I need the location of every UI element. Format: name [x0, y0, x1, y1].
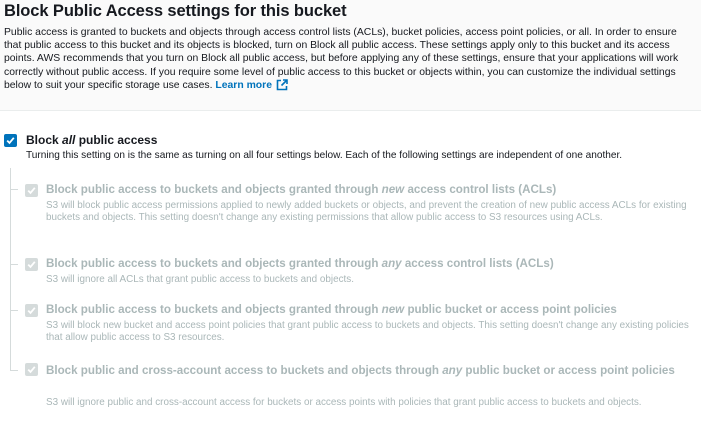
setting-label-any-policies[interactable] [46, 362, 686, 379]
setting-label-emphasis: new [381, 183, 405, 196]
check-icon [27, 306, 36, 315]
block-all-label[interactable] [26, 133, 157, 147]
setting-label-new-acls[interactable] [46, 183, 556, 196]
external-link-icon [276, 79, 288, 95]
section-title: Block Public Access settings for this bucket [4, 2, 347, 20]
section-divider [0, 110, 701, 111]
setting-label-suffix: public bucket or access point policies [462, 364, 675, 377]
block-all-label-emphasis: all [62, 133, 76, 147]
setting-checkbox-any-policies[interactable] [25, 363, 38, 376]
setting-description-any-acls: S3 will ignore all ACLs that grant public access to buckets and objects. [46, 274, 354, 285]
tree-branch [10, 189, 18, 190]
setting-label-emphasis: any [381, 257, 402, 270]
setting-description-new-acls: S3 will block public access permissions applied to newly added buckets or objects, and prevent the creation of new public access ACLs for existing buckets and objects. This setting doesn't change any existing permissions that allow public access to S3 resources using ACLs. [46, 200, 687, 224]
setting-label-emphasis: any [442, 364, 463, 377]
check-icon [27, 260, 36, 269]
setting-checkbox-new-acls[interactable] [25, 184, 38, 197]
setting-label-prefix: Block public access to buckets and objects granted through [46, 183, 382, 196]
setting-label-any-acls[interactable] [46, 257, 554, 270]
check-icon [6, 136, 15, 145]
section-header [0, 0, 701, 110]
setting-checkbox-new-policies[interactable] [25, 304, 38, 317]
setting-label-prefix: Block public access to buckets and objects granted through [46, 257, 382, 270]
setting-label-suffix: public bucket or access point policies [404, 303, 617, 316]
section-description [4, 26, 694, 95]
setting-description-new-policies: S3 will block new bucket and access point policies that grant public access to buckets and objects. This setting doesn't change any existing policies that allow public access to S3 resources. [46, 320, 689, 344]
block-all-checkbox[interactable] [4, 134, 17, 147]
setting-description-any-policies: S3 will ignore public and cross-account access for buckets or access points with policies that grant public access to buckets and objects. [46, 397, 642, 408]
setting-checkbox-any-acls[interactable] [25, 258, 38, 271]
setting-label-suffix: access control lists (ACLs) [401, 257, 554, 270]
setting-label-prefix: Block public access to buckets and objects granted through [46, 303, 382, 316]
section-description-text: Public access is granted to buckets and objects through access control lists (ACLs), bucket policies, access point policies, or all. In order to ensure that public access to this bucket and its objects is blocked, turn on Block all public access. These settings apply only to this bucket and its access points. AWS recommends that you turn on Block all public access, but before applying any of these settings, ensure that your applications will work correctly without public access. If you require some level of public access to this bucket or objects within, you can customize the individual settings below to suit your specific storage use cases. [4, 27, 679, 91]
setting-label-prefix: Block public and cross-account access to buckets and objects through [46, 364, 443, 377]
learn-more-label: Learn more [215, 79, 272, 91]
tree-branch [10, 370, 18, 371]
tree-connector [10, 168, 11, 371]
learn-more-link[interactable] [215, 80, 288, 91]
tree-branch [10, 264, 18, 265]
setting-label-suffix: access control lists (ACLs) [404, 183, 557, 196]
check-icon [27, 186, 36, 195]
setting-label-new-policies[interactable] [46, 303, 617, 316]
block-all-label-suffix: public access [75, 133, 158, 147]
block-all-description: Turning this setting on is the same as turning on all four settings below. Each of the following settings are independent of one another. [26, 150, 623, 161]
block-all-label-prefix: Block [26, 133, 63, 147]
setting-label-emphasis: new [381, 303, 405, 316]
check-icon [27, 365, 36, 374]
tree-branch [10, 310, 18, 311]
